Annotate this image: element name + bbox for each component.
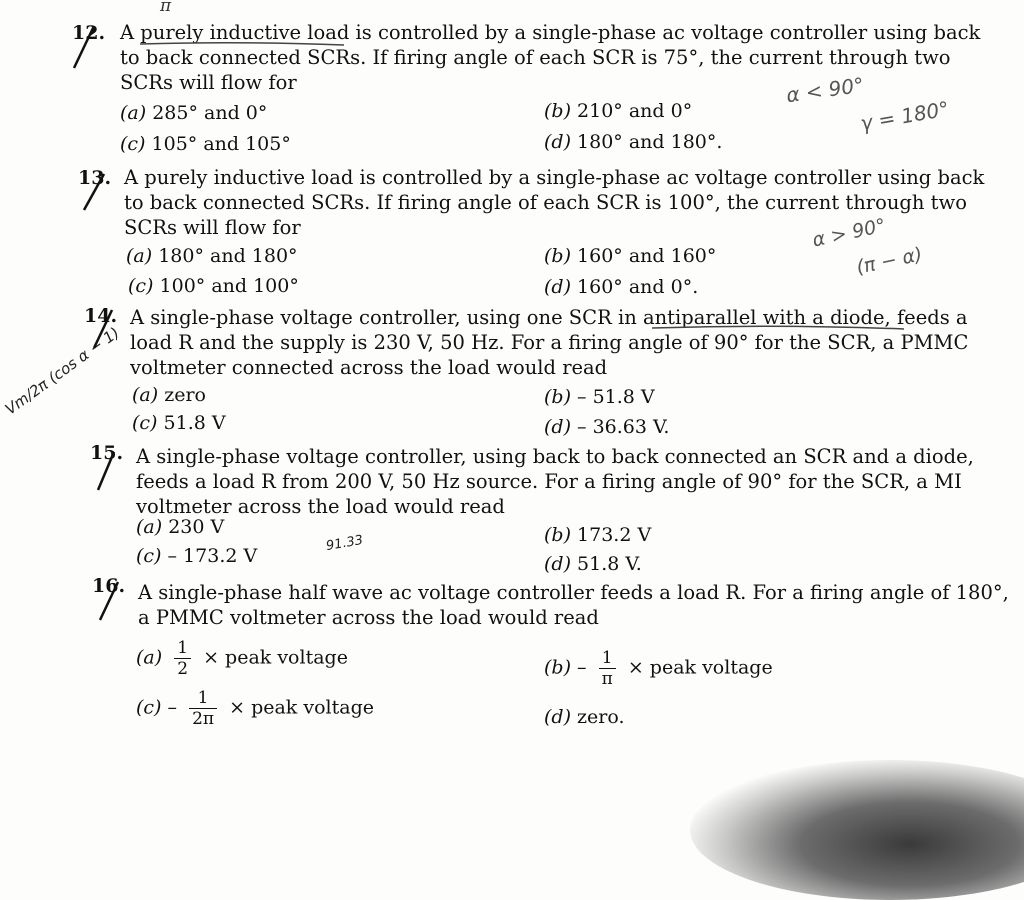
handwritten-note: γ = 180°: [858, 96, 951, 136]
option-d: (d) zero.: [544, 706, 625, 728]
handwritten-note: (π − α): [854, 243, 925, 279]
option-a: (a) 285° and 0°: [120, 102, 268, 124]
check-mark-icon: [74, 168, 114, 218]
question-line: A single-phase half wave ac voltage controller feeds a load R. For a firing angle of 180°,: [138, 581, 1009, 604]
fraction: $\frac{1}{2}$: [174, 638, 191, 679]
option-c: (c) 105° and 105°: [120, 133, 291, 155]
check-mark-icon: [86, 446, 126, 496]
option-c: (c) 100° and 100°: [128, 275, 299, 297]
question-text: [138, 580, 1009, 630]
check-mark-icon: [66, 22, 106, 72]
handwritten-note: α > 90°: [810, 214, 888, 252]
option-a: (a) $\frac{1}{2}$ × peak voltage: [136, 638, 348, 679]
question-text: [130, 305, 968, 380]
option-b: (b) 160° and 160°: [544, 245, 717, 267]
option-d: (d) – 36.63 V.: [544, 416, 670, 438]
question-line: a PMMC voltmeter across the load would read: [138, 606, 599, 629]
option-c: (c) 51.8 V: [132, 412, 226, 434]
question-number: 16.: [92, 575, 126, 597]
check-mark-icon: [80, 306, 120, 356]
question-line: SCRs will flow for: [120, 71, 297, 94]
handwritten-note: α < 90°: [784, 72, 866, 108]
option-b: (b) 173.2 V: [544, 524, 652, 546]
handwritten-note: 91.33: [324, 532, 365, 555]
option-a: (a) 230 V: [136, 516, 225, 538]
question-line: A purely inductive load is controlled by a single-phase ac voltage controller using back: [120, 21, 981, 44]
question-text: [136, 444, 974, 519]
option-c: (c) – $\frac{1}{2\pi}$ × peak voltage: [136, 688, 374, 729]
question-line: feeds a load R from 200 V, 50 Hz source. For a firing angle of 90° for the SCR, a MI: [136, 470, 962, 493]
pencil-underline: [138, 40, 348, 48]
handwritten-formula: Vm/2π (cos α − 1): [1, 323, 123, 419]
question-line: to back connected SCRs. If firing angle of each SCR is 75°, the current through two: [120, 46, 951, 69]
question-number: 12.: [72, 22, 106, 44]
option-d: (d) 51.8 V.: [544, 553, 642, 575]
shadow-smudge: [690, 760, 1024, 900]
question-line: load R and the supply is 230 V, 50 Hz. For a firing angle of 90° for the SCR, a PMMC: [130, 331, 969, 354]
option-b: (b) – $\frac{1}{\pi}$ × peak voltage: [544, 648, 773, 689]
check-mark-icon: [88, 578, 128, 628]
question-line: A single-phase voltage controller, using one SCR in antiparallel with a diode, feeds a: [130, 306, 968, 329]
question-number: 14.: [84, 305, 118, 327]
option-d: (d) 180° and 180°.: [544, 131, 723, 153]
question-number: 13.: [78, 167, 112, 189]
option-c: (c) – 173.2 V: [136, 545, 258, 567]
question-line: voltmeter across the load would read: [136, 495, 505, 518]
question-line: A purely inductive load is controlled by a single-phase ac voltage controller using back: [124, 166, 985, 189]
pencil-underline: [650, 323, 908, 333]
option-a: (a) 180° and 180°: [126, 245, 298, 267]
top-margin-mark: π: [160, 0, 172, 16]
fraction: $\frac{1}{\pi}$: [599, 648, 616, 689]
option-a: (a) zero: [132, 384, 206, 406]
option-b: (b) – 51.8 V: [544, 386, 655, 408]
option-d: (d) 160° and 0°.: [544, 276, 699, 298]
fraction: $\frac{1}{2\pi}$: [189, 688, 217, 729]
question-number: 15.: [90, 442, 124, 464]
option-b: (b) 210° and 0°: [544, 100, 693, 122]
question-line: A single-phase voltage controller, using back to back connected an SCR and a diode,: [136, 445, 974, 468]
question-line: to back connected SCRs. If firing angle of each SCR is 100°, the current through two: [124, 191, 967, 214]
question-line: voltmeter connected across the load would read: [130, 356, 608, 379]
question-line: SCRs will flow for: [124, 216, 301, 239]
